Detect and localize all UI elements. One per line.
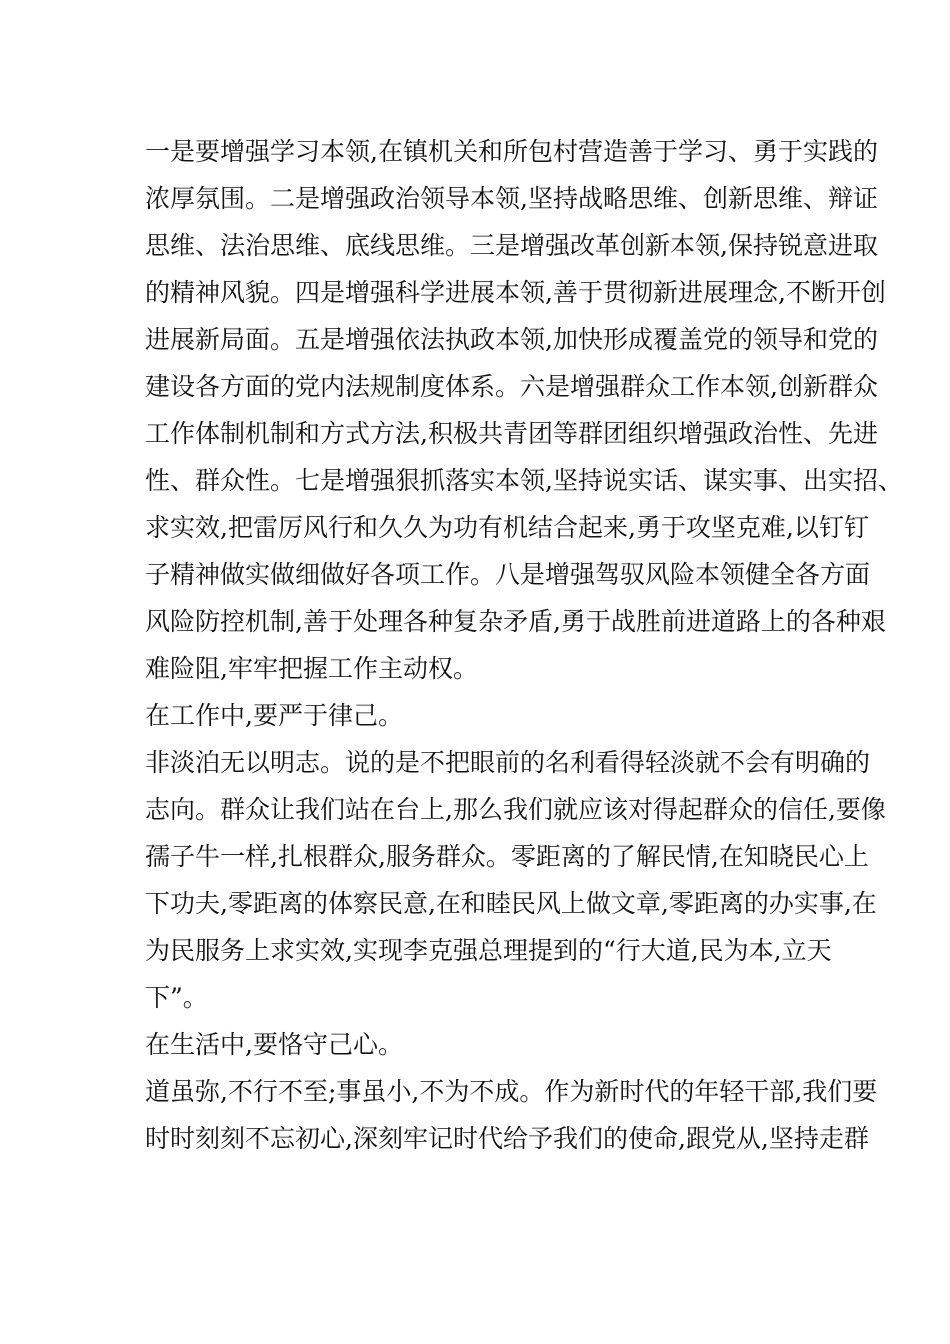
text-line: 时时刻刻不忘初心,深刻牢记时代给予我们的使命,跟党从,坚持走群: [145, 1124, 869, 1153]
text-line: 难险阻,牢牢把握工作主动权。: [145, 654, 478, 683]
paragraph-life: [145, 1068, 878, 1162]
text-line: 下功夫,零距离的体察民意,在和睦民风上做文章,零距离的办实事,在: [145, 889, 877, 918]
text-line: 的精神风貌。四是增强科学进展本领,善于贯彻新进展理念,不断开创: [145, 278, 886, 307]
body-text: [145, 128, 903, 1162]
section-heading-work: [145, 692, 815, 739]
text-line: 求实效,把雷厉风行和久久为功有机结合起来,勇于攻坚克难,以钉钉: [145, 513, 869, 542]
text-line: 下”。: [145, 983, 208, 1012]
text-line: 进展新局面。五是增强依法执政本领,加快形成覆盖党的领导和党的: [145, 325, 878, 354]
text-line: 道虽弥,不行不至;事虽小,不为不成。作为新时代的年轻干部,我们要: [145, 1077, 878, 1106]
text-line: 为民服务上求实效,实现李克强总理提到的“行大道,民为本,立天: [145, 936, 832, 965]
text-line: 工作体制机制和方式方法,积极共青团等群团组织增强政治性、先进: [145, 419, 878, 448]
text-line: 非淡泊无以明志。说的是不把眼前的名利看得轻淡就不会有明确的: [145, 748, 871, 777]
text-line: 子精神做实做细做好各项工作。八是增强驾驭风险本领健全各方面: [145, 560, 871, 589]
text-line: 思维、法治思维、底线思维。三是增强改革创新本领,保持锐意进取: [145, 231, 878, 260]
paragraph-work: [145, 739, 886, 1021]
text-line: 性、群众性。七是增强狠抓落实本领,坚持说实话、谋实事、出实招、: [145, 466, 903, 495]
text-line: 志向。群众让我们站在台上,那么我们就应该对得起群众的信任,要像: [145, 795, 886, 824]
text-line: 在工作中,要严于律己。: [145, 701, 403, 730]
text-line: 孺子牛一样,扎根群众,服务群众。零距离的了解民情,在知晓民心上: [145, 842, 869, 871]
text-line: 建设各方面的党内法规制度体系。六是增强群众工作本领,创新群众: [145, 372, 878, 401]
paragraph-abilities: [145, 128, 903, 692]
text-line: 在生活中,要恪守己心。: [145, 1030, 403, 1059]
text-line: 风险防控机制,善于处理各种复杂矛盾,勇于战胜前进道路上的各种艰: [145, 607, 886, 636]
text-line: 一是要增强学习本领,在镇机关和所包村营造善于学习、勇于实践的: [145, 137, 878, 166]
section-heading-life: [145, 1021, 815, 1068]
text-line: 浓厚氛围。二是增强政治领导本领,坚持战略思维、创新思维、辩证: [145, 184, 878, 213]
